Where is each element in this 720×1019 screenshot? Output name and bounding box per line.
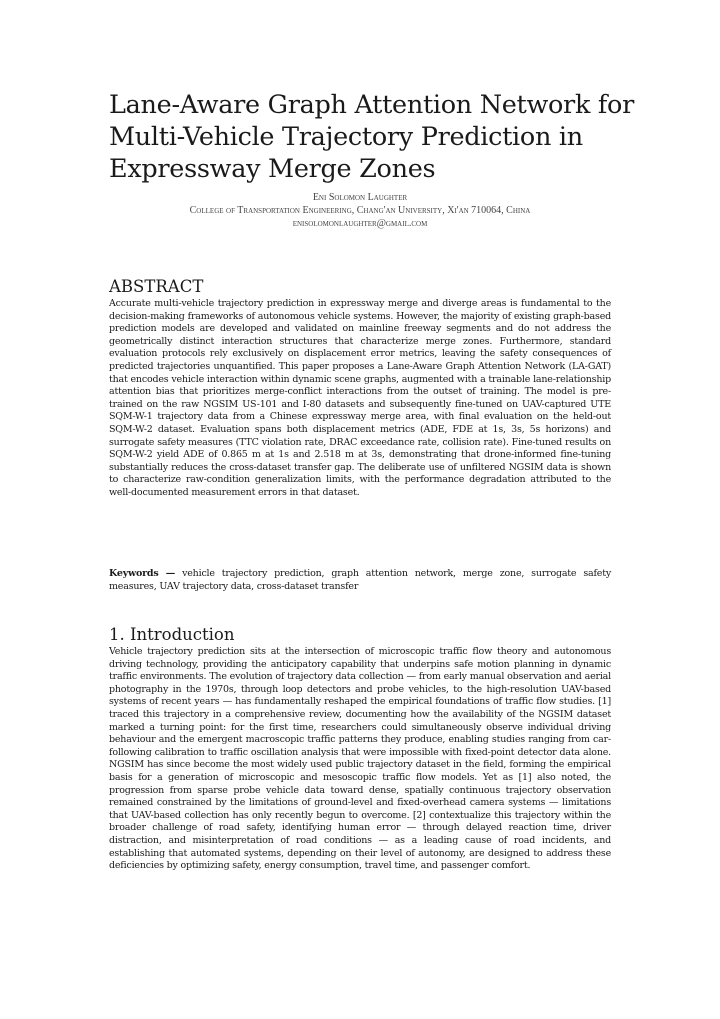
introduction-heading: 1. Introduction bbox=[109, 625, 235, 644]
title-line: Lane-Aware Graph Attention Network for bbox=[109, 90, 634, 120]
author-name: Eni Solomon Laughter bbox=[312, 192, 408, 203]
keywords-label: Keywords — bbox=[109, 568, 176, 579]
title-line: Multi-Vehicle Trajectory Prediction in bbox=[109, 122, 583, 152]
keywords-text: vehicle trajectory prediction, graph attention network, merge zone, surrogate safety measures, UAV trajectory data, cross-dataset transfer bbox=[109, 568, 611, 592]
author-affiliation: College of Transportation Engineering, Chang'an University, Xi'an 710064, China bbox=[189, 205, 531, 217]
author-email: enisolomonlaughter@gmail.com bbox=[292, 218, 428, 230]
paper-title bbox=[109, 89, 639, 185]
abstract-heading: ABSTRACT bbox=[109, 277, 204, 296]
title-line: Expressway Merge Zones bbox=[109, 154, 436, 184]
author-block bbox=[0, 191, 720, 231]
introduction-text: Vehicle trajectory prediction sits at the intersection of microscopic traffic flow theory and autonomous driving technology, providing the anticipatory capability that underpins safe motion planning in dynamic traffic environments. The evolution of trajectory data collection — from early manual observation and aerial photography in the 1970s, through loop detectors and probe vehicles, to the high-resolution UAV-based systems of recent years — has fundamentally reshaped the empirical foundations of traffic flow studies. [1] traced this trajectory in a comprehensive review, documenting how the availability of the NGSIM dataset marked a turning point: for the first time, researchers could simultaneously observe individual driving behaviour and the emergent macroscopic traffic patterns they produce, enabling studies ranging from car-following calibration to traffic oscillation analysis that were impossible with fixed-point detector data alone. NGSIM has since become the most widely used public trajectory dataset in the field, forming the empirical basis for a generation of microscopic and mesoscopic traffic flow models. Yet as [1] also noted, the progression from sparse probe vehicle data toward dense, spatially continuous trajectory observation remained constrained by the limitations of ground-level and fixed-overhead camera systems — limitations that UAV-based collection has only recently begun to overcome. [2] contextualize this trajectory within the broader challenge of road safety, identifying human error — through delayed reaction time, driver distraction, and misinterpretation of road conditions — as a leading cause of road incidents, and establishing that automated systems, depending on their level of autonomy, are designed to address these deficiencies by optimizing safety, energy consumption, travel time, and passenger comfort. bbox=[109, 646, 611, 872]
abstract-text: Accurate multi-vehicle trajectory prediction in expressway merge and diverge areas is fundamental to the decision-making frameworks of autonomous vehicle systems. However, the majority of existing graph-based prediction models are developed and validated on mainline freeway segments and do not address the geometrically distinct interaction structures that characterize merge zones. Furthermore, standard evaluation protocols rely exclusively on displacement error metrics, leaving the safety consequences of predicted trajectories unquantified. This paper proposes a Lane-Aware Graph Attention Network (LA-GAT) that encodes vehicle interaction within dynamic scene graphs, augmented with a trainable lane-relationship attention bias that prioritizes merge-conflict interactions from the outset of training. The model is pre-trained on the raw NGSIM US-101 and I-80 datasets and subsequently fine-tuned on UAV-captured UTE SQM-W-1 trajectory data from a Chinese expressway merge area, with final evaluation on the held-out SQM-W-2 dataset. Evaluation spans both displacement metrics (ADE, FDE at 1s, 3s, 5s horizons) and surrogate safety measures (TTC violation rate, DRAC exceedance rate, collision rate). Fine-tuned results on SQM-W-2 yield ADE of 0.865 m at 1s and 2.518 m at 3s, demonstrating that drone-informed fine-tuning substantially reduces the cross-dataset transfer gap. The deliberate use of unfiltered NGSIM data is shown to characterize raw-condition generalization limits, with the performance degradation attributed to the well-documented measurement errors in that dataset. bbox=[109, 298, 611, 498]
keywords-paragraph bbox=[109, 568, 611, 593]
